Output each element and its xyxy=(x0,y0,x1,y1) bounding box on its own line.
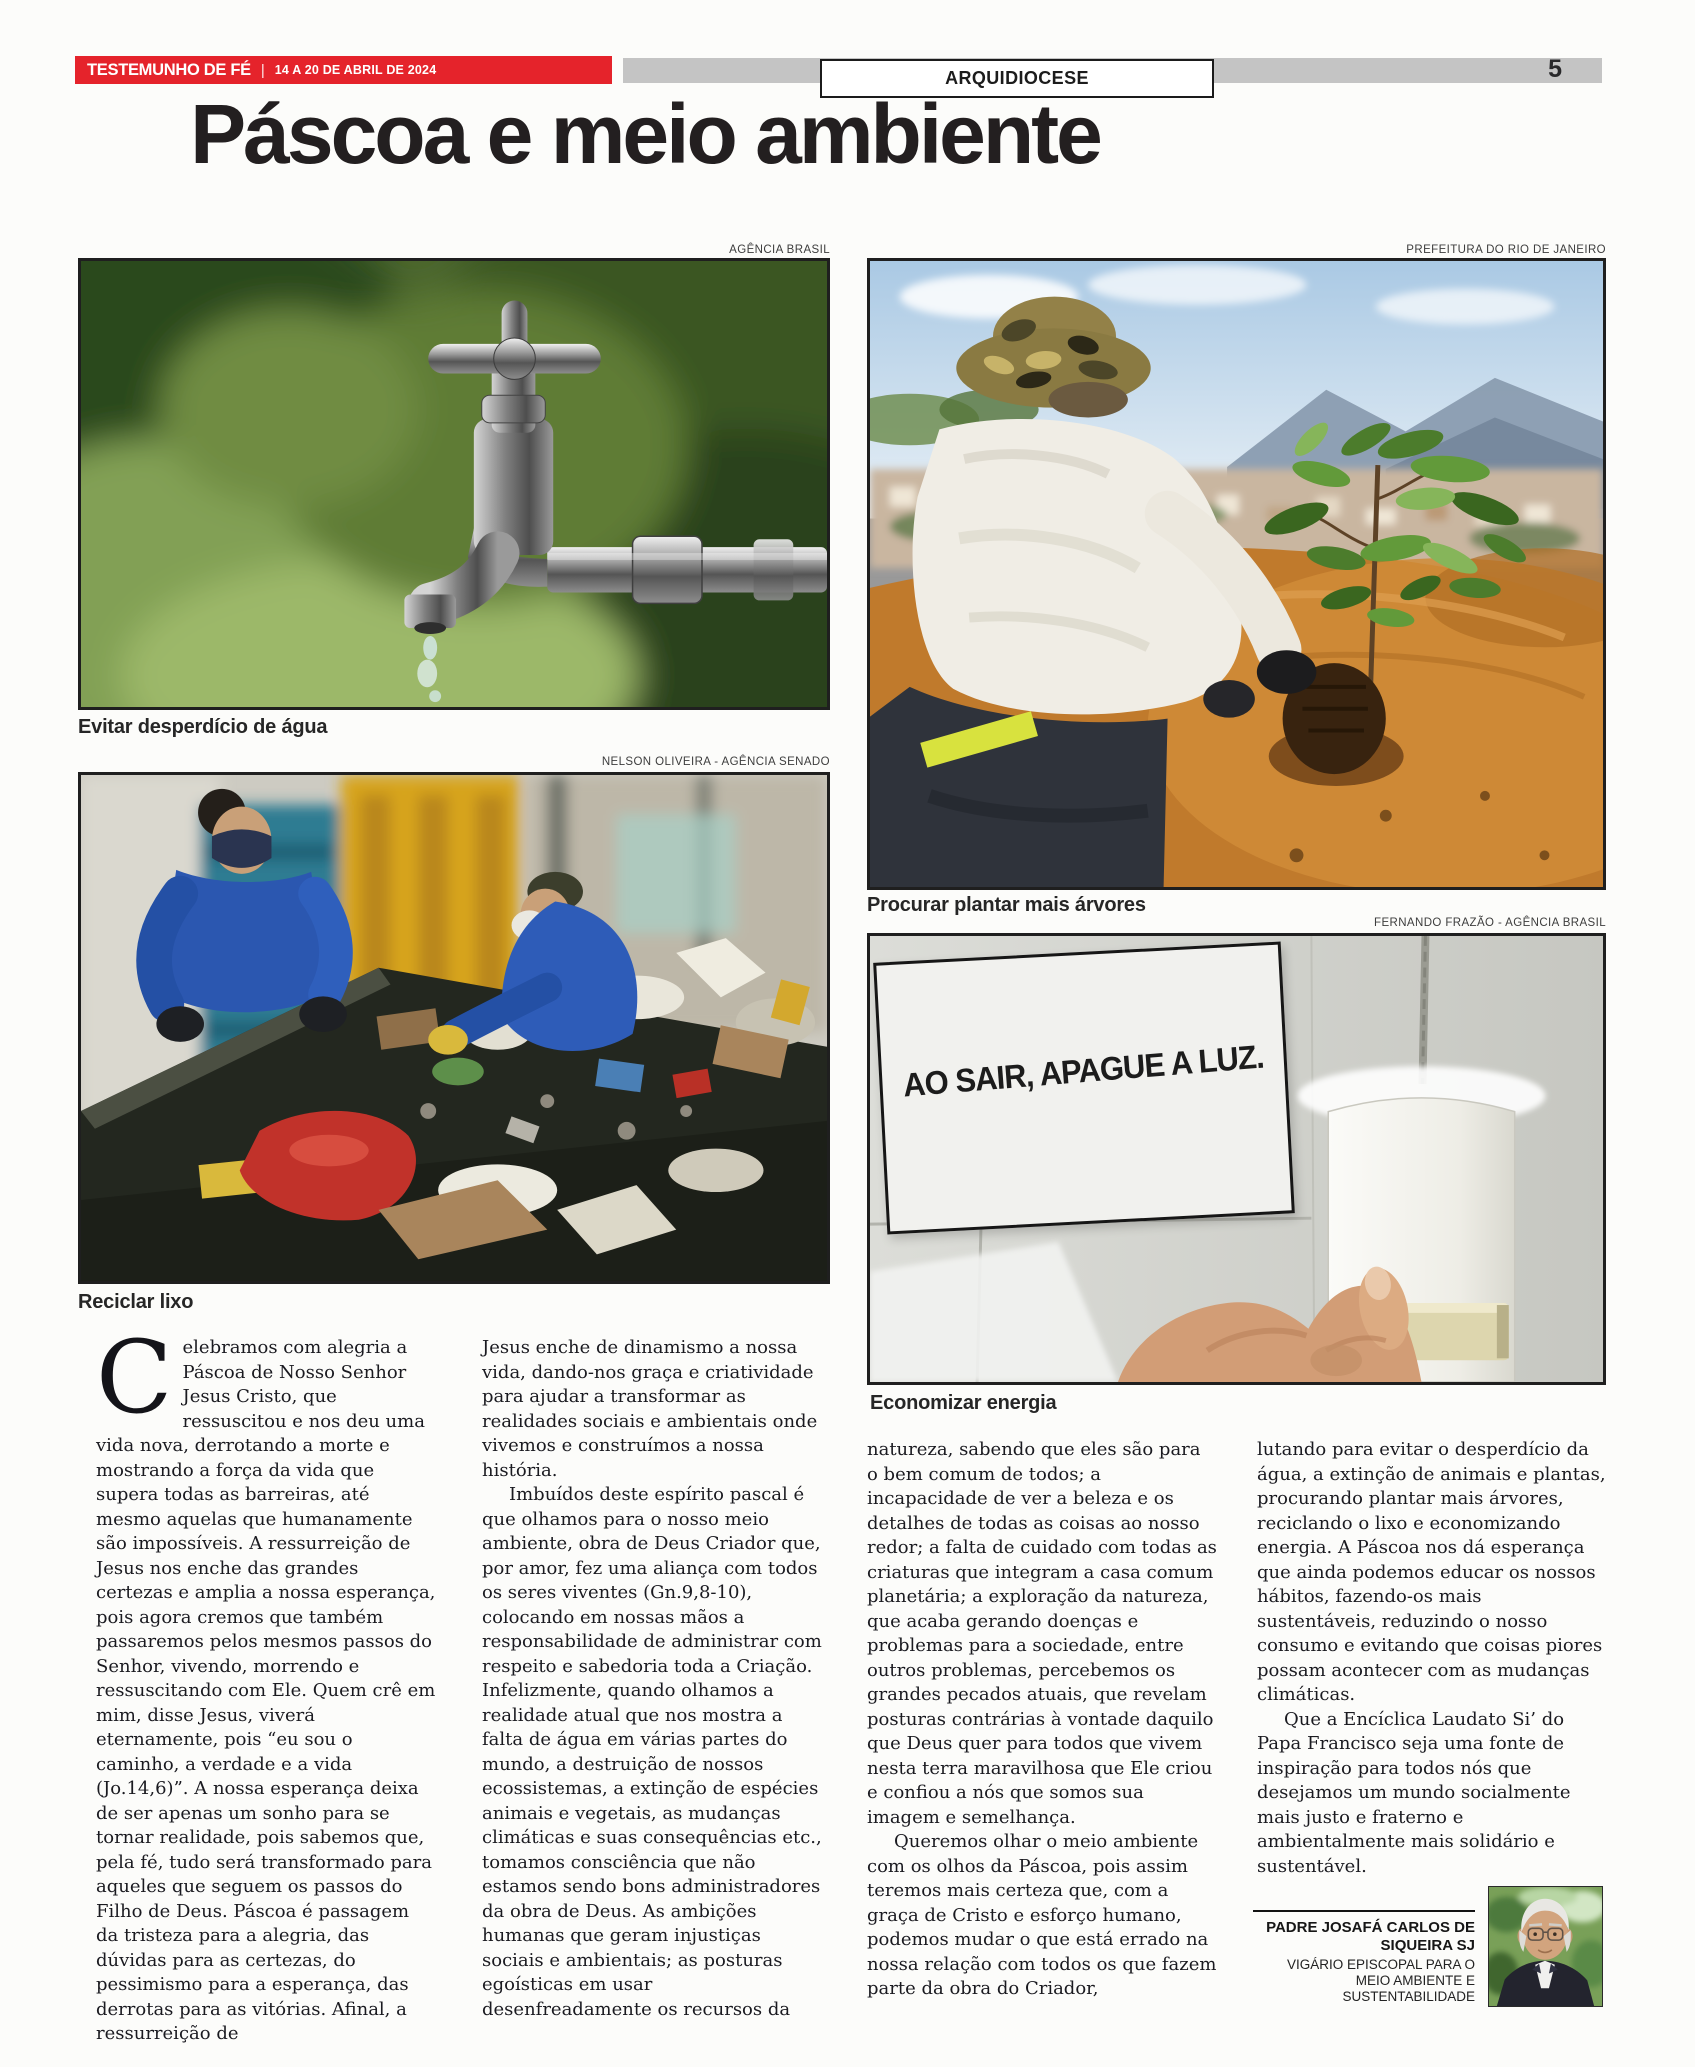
energy-photo xyxy=(867,933,1606,1385)
water-photo xyxy=(78,258,830,710)
headline: Páscoa e meio ambiente xyxy=(190,87,1100,181)
article-columns-left xyxy=(96,1319,826,2047)
drop-cap: C xyxy=(96,1319,173,1436)
trees-photo xyxy=(867,258,1606,890)
paragraph-text: elebramos com alegria a Páscoa de Nosso Senhor Jesus Cristo, que ressuscitou e nos deu uma vida nova, derrotando a morte e mostrando a força da vida que supera todas as barreiras, até mesmo aquelas que humanamente são impossíveis. A ressurreição de Jesus nos enche das grandes certezas e amplia a nossa esperança, pois agora cremos que também passaremos pelos mesmos passos do Senhor, vivendo, morrendo e ressuscitando com Ele. Quem crê em mim, disse Jesus, viverá eternamente, pois “eu sou o caminho, a verdade e a vida (Jo.14,6)”. A nossa esperança deixa de ser apenas um sonho para se tornar realidade, pois sabemos que, pela fé, tudo será transformado para aqueles que seguem os passos do Filho de Deus. Páscoa é passagem da tristeza para a alegria, das dúvidas para as certezas, do pessimismo para a esperança, das derrotas para as vitórias. Afinal, a ressurreição de xyxy=(96,1337,436,2044)
recycle-photo-credit: NELSON OLIVEIRA - AGÊNCIA SENADO xyxy=(601,756,830,768)
water-photo-caption: Evitar desperdício de água xyxy=(78,716,328,738)
recycle-photo-illustration xyxy=(81,775,827,1281)
energy-sign xyxy=(873,942,1295,1235)
paragraph: Jesus enche de dinamismo a nossa vida, dando-nos graça e criatividade para ajudar a transformar as realidades sociais e ambientais onde vivemos e construímos a nossa história. xyxy=(482,1337,818,1481)
article-column-3 xyxy=(867,1438,1217,2002)
energy-sign-text: AO SAIR, APAGUE A LUZ. xyxy=(901,1037,1265,1104)
water-photo-credit: AGÊNCIA BRASIL xyxy=(729,244,830,256)
byline-rule xyxy=(1253,1910,1475,1912)
author-portrait xyxy=(1488,1886,1603,2007)
paragraph: Queremos olhar o meio ambiente com os olhos da Páscoa, pois assim teremos mais certeza que, com a graça de Cristo e esforço humano, podemos mudar o que está errado na nossa relação com todos os que fazem parte da obra do Criador, xyxy=(867,1831,1217,1999)
date-range: 14 A 20 DE ABRIL DE 2024 xyxy=(274,63,437,77)
water-photo-illustration xyxy=(81,261,827,707)
recycle-photo xyxy=(78,772,830,1284)
separator: | xyxy=(260,61,265,79)
masthead-red-bar xyxy=(75,56,612,84)
recycle-photo-caption: Reciclar lixo xyxy=(78,1291,194,1313)
article-column-1 xyxy=(96,1319,436,2047)
energy-photo-caption: Economizar energia xyxy=(870,1392,1057,1414)
paragraph: natureza, sabendo que eles são para o bem comum de todos; a incapacidade de ver a beleza e os detalhes de todas as coisas ao nosso redor; a falta de cuidado com todas as criaturas que integram a casa comum planetária; a exploração da natureza, que acaba gerando doenças e problemas para a sociedade, entre outros problemas, percebemos os grandes pecados atuais, que revelam posturas contrárias à vontade daquilo que Deus quer para todos que vivem nesta terra maravilhosa que Ele criou e confiou a nós que somos sua imagem e semelhança. xyxy=(867,1439,1217,1828)
foliage-background xyxy=(81,261,827,707)
article-column-2 xyxy=(482,1336,826,2047)
energy-photo-credit: FERNANDO FRAZÃO - AGÊNCIA BRASIL xyxy=(1374,917,1606,929)
trees-photo-illustration xyxy=(870,261,1603,887)
page-number: 5 xyxy=(1548,55,1562,83)
trees-photo-credit: PREFEITURA DO RIO DE JANEIRO xyxy=(1406,244,1606,256)
trees-photo-caption: Procurar plantar mais árvores xyxy=(867,894,1146,916)
byline-name: PADRE JOSAFÁ CARLOS DE SIQUEIRA SJ xyxy=(1266,1919,1475,1954)
paragraph xyxy=(96,1319,436,2047)
byline-role: VIGÁRIO EPISCOPAL PARA O MEIO AMBIENTE E SUSTENTABILIDADE xyxy=(1286,1957,1475,2004)
paragraph: lutando para evitar o desperdício da água, a extinção de animais e plantas, procurando plantar mais árvores, reciclando o lixo e economizando energia. A Páscoa nos dá esperança que ainda podemos educar os nossos hábitos, fazendo-os mais sustentáveis, reduzindo o nosso consumo e evitando que coisas piores possam acontecer com as mudanças climáticas. xyxy=(1257,1439,1606,1705)
paragraph: Imbuídos deste espírito pascal é que olhamos para o nosso meio ambiente, obra de Deus Criador que, por amor, fez uma aliança com todos os seres viventes (Gn.9,8-10), colocando em nossas mãos a responsabilidade de administrar com respeito e sabedoria toda a Criação. Infelizmente, quando olhamos a realidade atual que nos mostra a falta de água em várias partes do mundo, a destruição de nossos ecossistemas, a extinção de espécies animais e vegetais, as mudanças climáticas e suas consequências etc., tomamos consciência que não estamos sendo bons administradores da obra de Deus. As ambições humanas que geram injustiças sociais e ambientais; as posturas egoísticas em usar desenfreadamente os recursos da xyxy=(482,1484,822,2020)
section-label: TESTEMUNHO DE FÉ xyxy=(87,60,251,79)
byline xyxy=(1253,1910,1475,2005)
category-label: ARQUIDIOCESE xyxy=(945,68,1089,88)
author-portrait-illustration xyxy=(1489,1887,1602,2006)
paragraph: Que a Encíclica Laudato Si’ do Papa Francisco seja uma fonte de inspiração para todos nós que desejamos um mundo socialmente mais justo e fraterno e ambientalmente mais solidário e sustentável. xyxy=(1257,1708,1571,1877)
